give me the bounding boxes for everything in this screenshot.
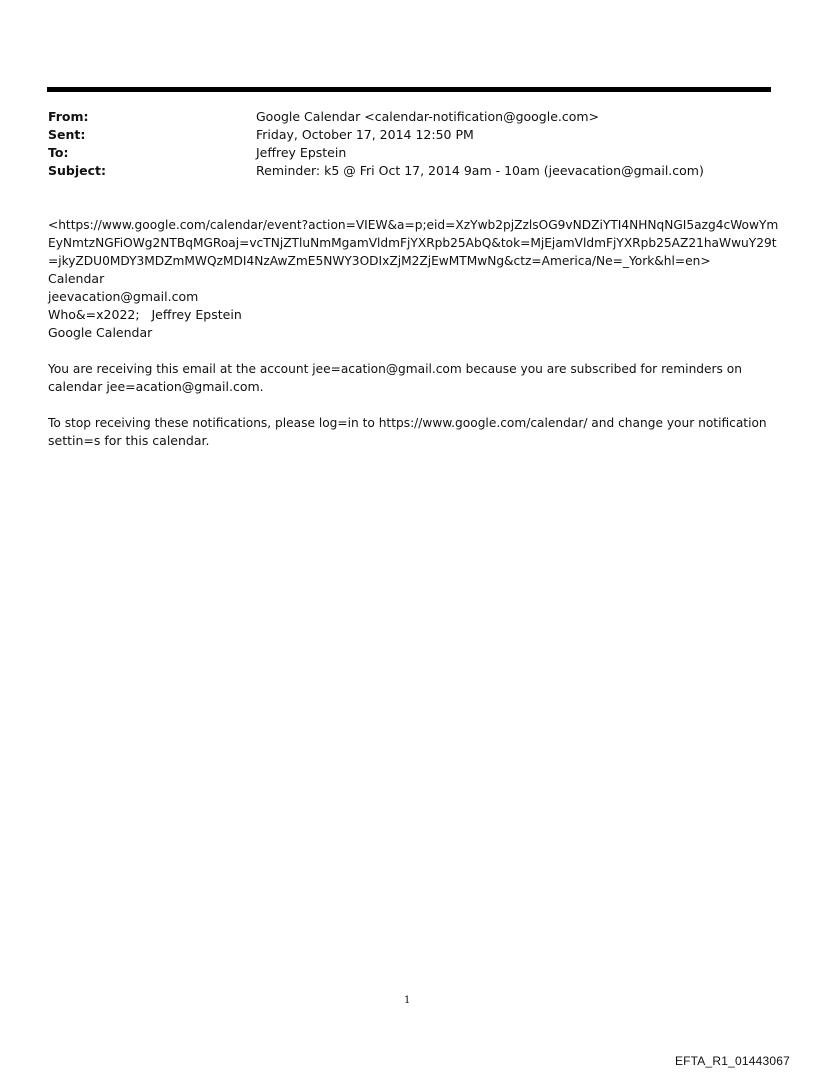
from-label: From: [48, 109, 89, 124]
event-link-line-1[interactable]: <https://www.google.com/calendar/event?action=VIEW&a=p;eid=XzYwb2pjZzlsOG9vNDZiYTI4NHNqNGI5azg4cWowYm [48, 218, 779, 232]
event-link-line-3[interactable]: =jkyZDU0MDY3MDZmMWQzMDI4NzAwZmE5NWY3ODIxZjM2ZjEwMTMwNg&ctz=America/Ne=_York&hl=en> [48, 254, 711, 268]
stop-notice-line-2: settin=s for this calendar. [48, 433, 210, 448]
subject-label: Subject: [48, 163, 106, 178]
page-number: 1 [404, 995, 411, 1006]
stop-notice-line-1: To stop receiving these notifications, please log=in to https://www.google.com/calendar/ and change your notification [48, 416, 767, 430]
calendar-email: jeevacation@gmail.com [48, 289, 199, 304]
who-line: Who&=x2022; Jeffrey Epstein [48, 307, 242, 322]
sent-label: Sent: [48, 127, 86, 142]
from-value: Google Calendar <calendar-notification@google.com> [256, 109, 600, 124]
event-link-line-2[interactable]: EyNmtzNGFiOWg2NTBqMGRoaj=vcTNjZTluNmMgamVldmFjYXRpb25AbQ&tok=MjEjamVldmFjYXRpb25AZ21haWwuY29t [48, 236, 777, 250]
google-calendar-text: Google Calendar [48, 325, 153, 340]
bates-number: EFTA_R1_01443067 [674, 1054, 790, 1068]
to-label: To: [48, 145, 69, 160]
receiving-notice-line-1: You are receiving this email at the account jee=acation@gmail.com because you are subscribed for reminders on [48, 362, 742, 376]
sent-value: Friday, October 17, 2014 12:50 PM [256, 127, 474, 142]
receiving-notice-line-2: calendar jee=acation@gmail.com. [48, 379, 264, 394]
header-rule [47, 87, 771, 92]
to-value: Jeffrey Epstein [256, 145, 347, 160]
subject-value: Reminder: k5 @ Fri Oct 17, 2014 9am - 10am (jeevacation@gmail.com) [256, 163, 704, 178]
calendar-label: Calendar [48, 271, 105, 286]
